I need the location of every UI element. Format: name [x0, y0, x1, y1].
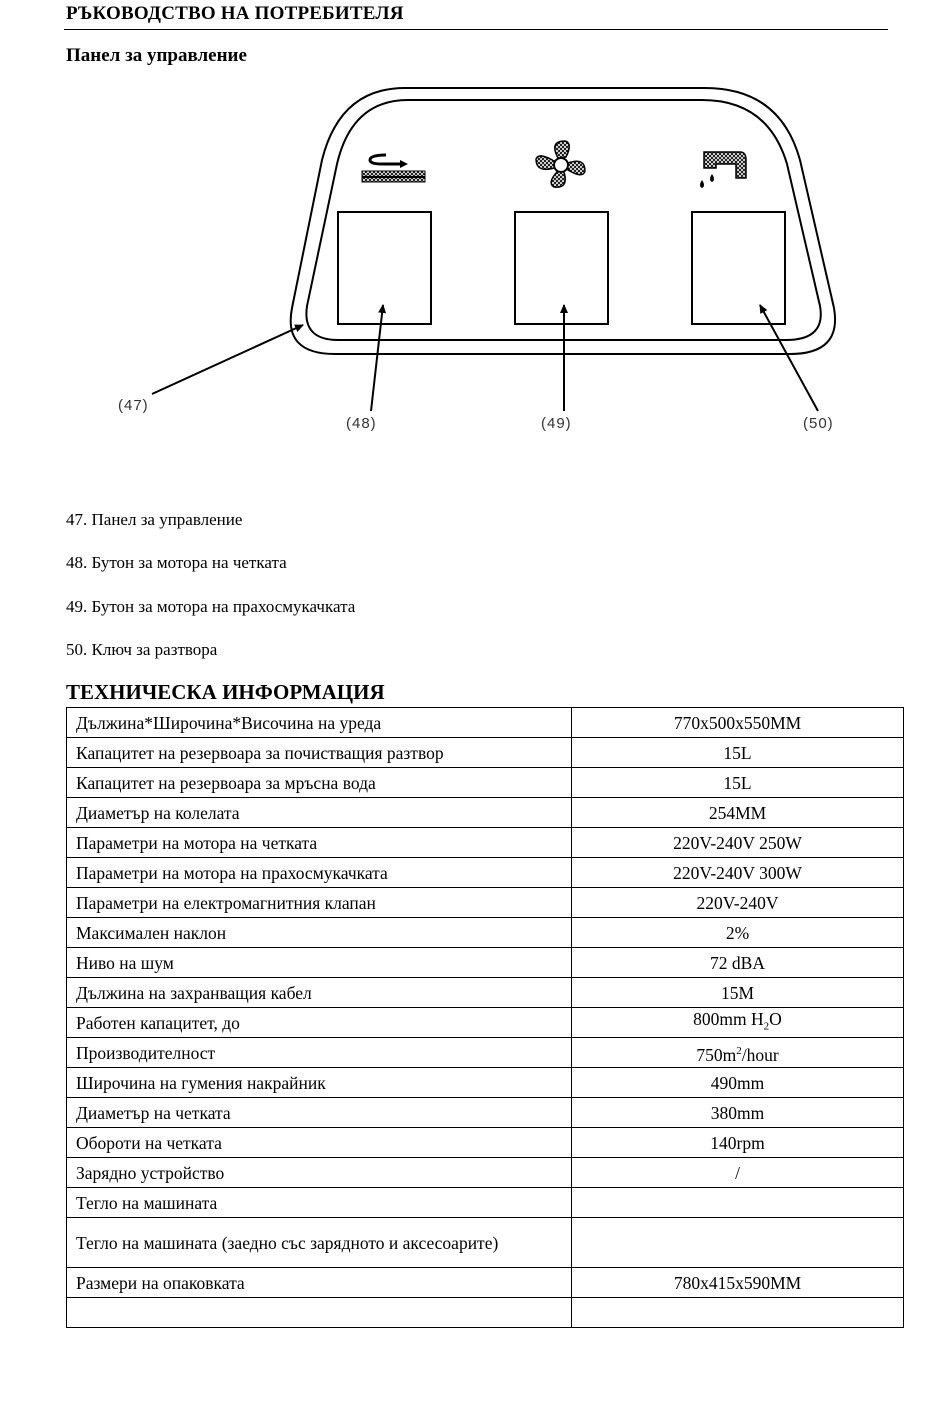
- table-row: [67, 708, 904, 738]
- spec-label: Параметри на мотора на четката: [67, 828, 572, 858]
- vacuum-motor-button: [515, 212, 608, 324]
- spec-value: 72 dBA: [572, 948, 904, 978]
- table-row: [67, 828, 904, 858]
- spec-label: Тегло на машината (заедно със зарядното и аксесоарите): [67, 1218, 572, 1268]
- spec-label: Дължина*Широчина*Височина на уреда: [67, 708, 572, 738]
- table-row: [67, 1268, 904, 1298]
- table-row: [67, 918, 904, 948]
- callout-48: (48): [346, 415, 377, 432]
- table-row: [67, 858, 904, 888]
- callout-47-leader: [152, 325, 303, 394]
- spec-value-part: 800mm H: [693, 1008, 764, 1029]
- spec-label: [67, 1298, 572, 1328]
- spec-label: Параметри на мотора на прахосмукачката: [67, 858, 572, 888]
- table-row: [67, 1038, 904, 1068]
- table-row: [67, 1008, 904, 1038]
- table-row: [67, 1068, 904, 1098]
- tech-specs-table: [66, 707, 904, 1328]
- spec-value: 380mm: [572, 1098, 904, 1128]
- tech-info-title: ТЕХНИЧЕСКА ИНФОРМАЦИЯ: [66, 680, 385, 704]
- legend-item-48: 48. Бутон за мотора на четката: [66, 553, 287, 572]
- table-row: [67, 1298, 904, 1328]
- header-rule: [64, 29, 888, 30]
- spec-value-superscript: 2: [736, 1044, 742, 1057]
- spec-value: 2%: [572, 918, 904, 948]
- spec-value-part: 750m: [696, 1044, 737, 1065]
- spec-label: Дължина на захранващия кабел: [67, 978, 572, 1008]
- spec-label: Диаметър на четката: [67, 1098, 572, 1128]
- fan-icon: [536, 141, 585, 187]
- spec-value: 140rpm: [572, 1128, 904, 1158]
- brush-motor-icon: [362, 155, 425, 182]
- table-row: [67, 738, 904, 768]
- legend-item-49: 49. Бутон за мотора на прахосмукачката: [66, 597, 356, 616]
- spec-value: [572, 1008, 904, 1038]
- panel-section-title: Панел за управление: [66, 45, 247, 66]
- table-row: [67, 888, 904, 918]
- spec-label: Широчина на гумения накрайник: [67, 1068, 572, 1098]
- callout-50: (50): [803, 415, 834, 432]
- table-row: [67, 1218, 904, 1268]
- spec-value: 220V-240V 300W: [572, 858, 904, 888]
- callout-47: (47): [118, 397, 149, 414]
- spec-value: 220V-240V: [572, 888, 904, 918]
- spec-label: Обороти на четката: [67, 1128, 572, 1158]
- spec-value: 780x415x590MM: [572, 1268, 904, 1298]
- spec-value: /: [572, 1158, 904, 1188]
- spec-label: Производителност: [67, 1038, 572, 1068]
- spec-label: Максимален наклон: [67, 918, 572, 948]
- table-row: [67, 948, 904, 978]
- spec-value: [572, 1038, 904, 1068]
- brush-motor-button: [338, 212, 431, 324]
- spec-value: 770x500x550MM: [572, 708, 904, 738]
- spec-label: Капацитет на резервоара за почистващия разтвор: [67, 738, 572, 768]
- spec-label: Ниво на шум: [67, 948, 572, 978]
- spec-value: 220V-240V 250W: [572, 828, 904, 858]
- table-row: [67, 978, 904, 1008]
- table-row: [67, 1158, 904, 1188]
- spec-label: Размери на опаковката: [67, 1268, 572, 1298]
- spec-label: Капацитет на резервоара за мръсна вода: [67, 768, 572, 798]
- spec-value: 254MM: [572, 798, 904, 828]
- spec-value: 490mm: [572, 1068, 904, 1098]
- callout-49: (49): [541, 415, 572, 432]
- spec-value: [572, 1218, 904, 1268]
- callout-50-leader: [760, 305, 818, 411]
- spec-label: Диаметър на колелата: [67, 798, 572, 828]
- spec-value: [572, 1298, 904, 1328]
- solution-switch-button: [692, 212, 785, 324]
- control-panel-diagram: [0, 70, 950, 470]
- spec-value: 15M: [572, 978, 904, 1008]
- spec-value: [572, 1188, 904, 1218]
- spec-label: Тегло на машината: [67, 1188, 572, 1218]
- spec-label: Зарядно устройство: [67, 1158, 572, 1188]
- spec-value: 15L: [572, 738, 904, 768]
- spec-value: 15L: [572, 768, 904, 798]
- spec-value-part: O: [769, 1008, 782, 1029]
- table-row: [67, 798, 904, 828]
- spec-value-part: /hour: [741, 1044, 779, 1065]
- header-title: РЪКОВОДСТВО НА ПОТРЕБИТЕЛЯ: [66, 3, 404, 24]
- table-row: [67, 1188, 904, 1218]
- table-row: [67, 1128, 904, 1158]
- spec-value-subscript: 2: [763, 1020, 770, 1033]
- table-row: [67, 768, 904, 798]
- spec-label: Параметри на електромагнитния клапан: [67, 888, 572, 918]
- legend-item-50: 50. Ключ за разтвора: [66, 640, 218, 659]
- solution-tap-icon: [700, 152, 746, 188]
- legend-item-47: 47. Панел за управление: [66, 510, 243, 529]
- spec-label: Работен капацитет, до: [67, 1008, 572, 1038]
- table-row: [67, 1098, 904, 1128]
